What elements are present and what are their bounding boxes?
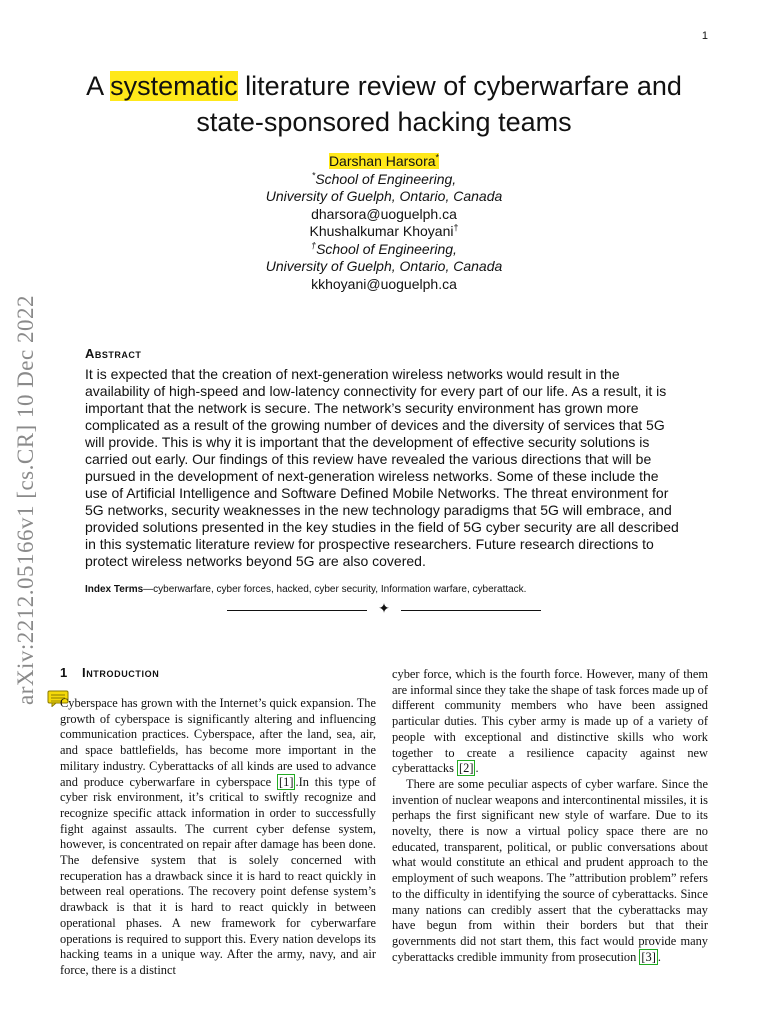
index-terms <box>85 583 685 596</box>
section-divider <box>227 601 541 617</box>
paragraph: There are some peculiar aspects of cyber warfare. Since the invention of nuclear weapons and intercontinental missiles, it is perhaps the first significant new style of warfare. Due to its novelty, there is now a virtual policy space there are no educated, transparent, political, or public conversations about what would constitute an ethical and prudent approach to the employment of such weapons. The ”attribution problem” refers to the difficulty in identifying the source of cyberattacks. Since many nations can credibly assert that the cyberattacks may have begun from within their borders but that their governments did not start them, this fact would provide many cyberattacks credible immunity from prosecution [3] . <box>392 776 708 964</box>
title-pre: A <box>86 71 111 101</box>
arxiv-stamp <box>10 270 42 730</box>
author2-email: kkhoyani@uoguelph.ca <box>311 275 457 292</box>
paragraph: Cyberspace has grown with the Internet’s quick expansion. The growth of cyberspace is significantly altering and influencing communication practices. Cyberspace, after the land, sea, air, and space battlefields, has become more important in the military industry. Cyberattacks of all kinds are used to advance and produce cyberwarfare in cyberspace [1] .In this type of cyber risk environment, it’s critical to swiftly recognize and recognize specific attack information in order to successfully fight against assaults. The current cyber defense system, however, is concentrated on repair after damage has been done. The defensive system that is solely concerned with recuperation has a drawback since it is hard to react quickly in between real operations. The recovery point defense system’s drawback is that it is hard to react quickly in between operational phases. A new framework for cyberwarfare operations is required to support this. Every nation develops its hacking teams in a unique way. After the army, navy, and air force, there is a distinct <box>60 696 376 977</box>
paragraph: cyber force, which is the fourth force. However, many of them are informal since they take the shape of task forces made up of different community members who have been assigned particular duties. This cyber army is made up of a variety of people with exceptional and distinctive skills who work together to create a resilience capacity against new cyberattacks [2] . <box>392 667 708 776</box>
author1-affiliation: *School of Engineering, <box>311 169 457 187</box>
author1-affil-mark: * <box>311 169 316 180</box>
title-highlight[interactable]: systematic <box>110 71 238 101</box>
author2-mark: † <box>453 222 459 233</box>
page-number: 1 <box>701 30 708 42</box>
index-terms-text: —cyberwarfare, cyber forces, hacked, cyber security, Information warfare, cyberattack. <box>143 584 527 595</box>
title-post: literature review of cyberwarfare and state-sponsored hacking teams <box>196 71 682 137</box>
right-column <box>392 667 708 965</box>
author1-line <box>160 153 608 171</box>
section-heading <box>60 665 159 680</box>
author2-name: Khushalkumar Khoyani <box>309 223 454 239</box>
index-terms-label: Index Terms <box>85 584 144 595</box>
citation-link[interactable]: [1] <box>279 774 294 789</box>
paper-title <box>60 68 708 140</box>
citation-link[interactable]: [2] <box>459 761 474 776</box>
author1-email: dharsora@uoguelph.ca <box>311 205 457 222</box>
citation-link[interactable]: [3] <box>641 949 656 964</box>
author-block <box>160 153 608 293</box>
author1-name[interactable]: Darshan Harsora* <box>328 152 440 169</box>
section-number: 1 <box>60 665 68 680</box>
divider-line-left <box>227 610 367 611</box>
divider-line-right <box>401 610 541 611</box>
arxiv-stamp-text: arXiv:2212.05166v1 [cs.CR] 10 Dec 2022 <box>13 295 38 705</box>
section-title: Introduction <box>82 665 160 680</box>
author1-university: University of Guelph, Ontario, Canada <box>265 188 503 204</box>
left-column <box>60 696 376 979</box>
divider-ornament: ✦ <box>378 601 390 617</box>
author2-line <box>160 223 608 241</box>
author2-affil-mark: † <box>311 239 317 250</box>
abstract-heading: Abstract <box>85 346 142 361</box>
abstract-text: It is expected that the creation of next-generation wireless networks would result in the availability of high-speed and low-latency connectivity for every part of our life. As a result, it is important that the network is secure. The network’s security environment has grown more complicated as a result of the growing number of devices and the diversity of services that 5G will provide. This is why it is important that the development of effective security solutions is carried out early. Our findings of this review have revealed the various directions that will be pursued in the development of next-generation wireless networks. Some of these include the use of Artificial Intelligence and Software Defined Mobile Networks. The threat environment for 5G networks, security weaknesses in the new technology paradigms that 5G will embrace, and provided solutions presented in the key studies in the field of 5G cyber security are all described in this systematic literature review for prospective researchers. Future research directions to protect wireless networks beyond 5G are also covered. <box>85 366 679 569</box>
author2-affiliation: †School of Engineering, <box>311 239 457 257</box>
author2-university: University of Guelph, Ontario, Canada <box>265 258 503 274</box>
